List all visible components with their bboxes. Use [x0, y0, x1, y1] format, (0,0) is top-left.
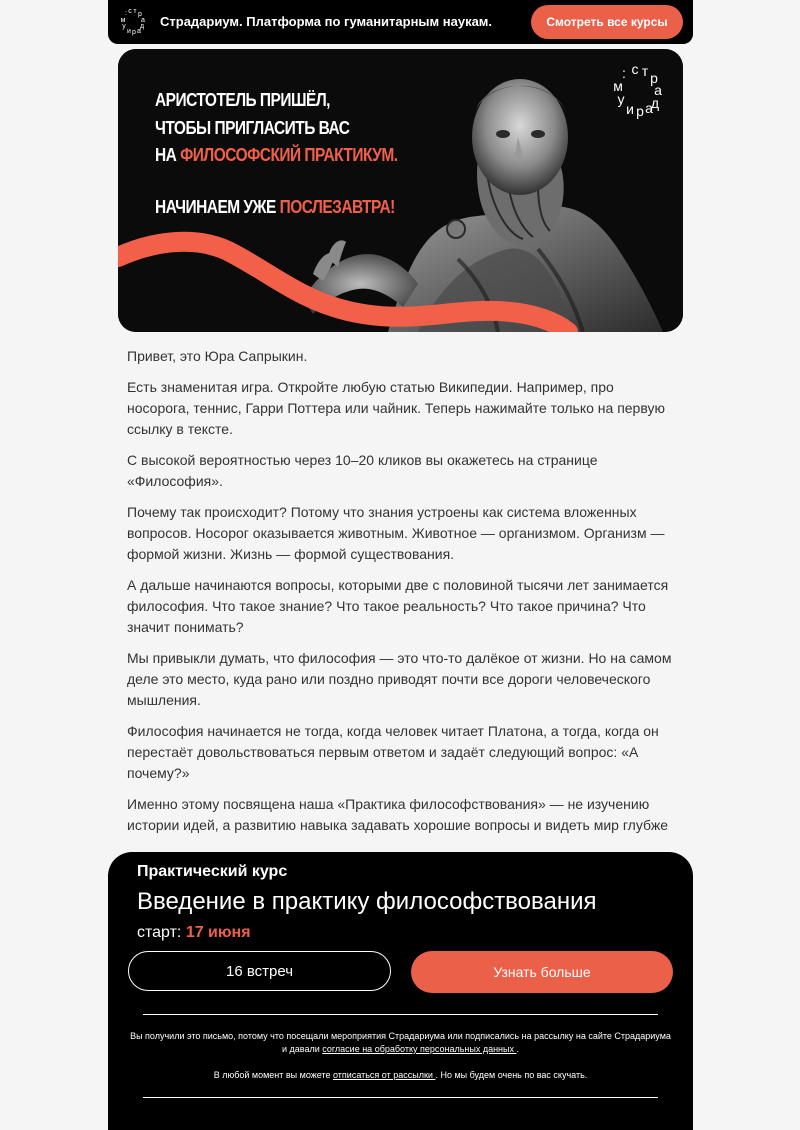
svg-text:а: а	[645, 100, 653, 116]
svg-text:м: м	[120, 17, 126, 24]
letter-paragraph: Мы привыкли думать, что философия — это что-то далёкое от жизни. Но на самом деле это место, куда рано или поздно приводят почти все дороги человеческого мышления.	[127, 650, 672, 708]
footer-divider-top	[143, 1014, 658, 1015]
letter-paragraph: С высокой вероятностью через 10–20 кликов вы окажетесь на странице «Философия».	[127, 452, 598, 489]
course-start-label: старт:	[137, 924, 186, 941]
svg-text:с: с	[631, 61, 639, 77]
subscription-notice-end: .	[516, 1044, 520, 1054]
hero-banner[interactable]	[118, 49, 683, 332]
svg-text:и: и	[127, 28, 131, 35]
letter-paragraph: Именно этому посвящена наша «Практика философствования» — не изучению истории идей, а развитию навыка задавать хорошие вопросы и видеть мир глубже	[127, 796, 668, 833]
banner-line-3-prefix: НА	[155, 145, 181, 165]
subscription-notice	[128, 1030, 673, 1056]
letter-paragraph: Почему так происходит? Потому что знания устроены как система вложенных вопросов. Носорог оказывается животным. Животное — организмом. Организм — формой жизни. Жизнь — формой существования.	[127, 504, 665, 562]
email-header	[108, 0, 693, 44]
banner-line-2: ЧТОБЫ ПРИГЛАСИТЬ ВАС	[155, 117, 350, 138]
footer-divider-bottom	[143, 1097, 658, 1098]
stradarium-logo-icon[interactable]	[119, 6, 149, 36]
svg-text:т: т	[133, 8, 137, 15]
banner-line-1: АРИСТОТЕЛЬ ПРИШЁЛ,	[155, 90, 330, 110]
svg-text:р: р	[650, 70, 658, 86]
unsubscribe-notice-end: . Но мы будем очень по вас скучать.	[435, 1070, 588, 1080]
header-title: Страдариум. Платформа по гуманитарным наукам.	[160, 14, 493, 29]
banner-practicum-highlight: ФИЛОСОФСКИЙ ПРАКТИКУМ.	[180, 145, 398, 165]
course-start-date: 17 июня	[185, 924, 251, 941]
letter-body	[127, 346, 677, 846]
svg-text:р: р	[132, 29, 136, 36]
banner-line-4-prefix: НАЧИНАЕМ УЖЕ	[155, 196, 280, 217]
svg-text:и: и	[626, 101, 634, 117]
learn-more-button[interactable]: Узнать больше	[411, 951, 673, 993]
svg-text:у: у	[122, 23, 126, 30]
svg-text:у: у	[617, 91, 625, 107]
banner-line-4	[155, 194, 398, 222]
svg-text:с: с	[128, 8, 132, 15]
letter-paragraph: Привет, это Юра Сапрыкин.	[127, 348, 308, 364]
svg-text:а: а	[141, 17, 145, 24]
meetings-count-badge: 16 встреч	[128, 951, 391, 991]
svg-text:д: д	[650, 95, 660, 111]
banner-line-3	[155, 142, 398, 170]
svg-text:а: а	[654, 82, 662, 98]
course-card	[108, 852, 693, 1130]
banner-day-after-tomorrow-highlight: ПОСЛЕЗАВТРА!	[279, 196, 395, 217]
letter-paragraph: А дальше начинаются вопросы, которыми две с половиной тысячи лет занимается философия. Что такое знание? Что такое реальность? Что такое причина? Что значит понимать?	[127, 577, 669, 635]
svg-text:а: а	[137, 28, 141, 35]
svg-text::: :	[125, 10, 127, 17]
svg-text:д: д	[139, 23, 145, 30]
unsubscribe-link[interactable]: отписаться от рассылки	[332, 1070, 436, 1080]
personal-data-consent-link[interactable]: согласие на обработку персональных данных	[322, 1044, 517, 1054]
unsubscribe-notice-text: В любой момент вы можете	[213, 1070, 333, 1080]
svg-text::: :	[622, 65, 626, 81]
svg-text:р: р	[636, 103, 644, 119]
unsubscribe-notice	[128, 1069, 673, 1082]
letter-paragraph: Философия начинается не тогда, когда человек читает Платона, а тогда, когда он перестаёт довольствоваться первым ответом и задаёт следующий вопрос: «А почему?»	[127, 723, 659, 781]
banner-headline	[155, 87, 398, 221]
svg-text:м: м	[613, 78, 623, 94]
course-start	[137, 924, 251, 942]
view-all-courses-button[interactable]: Смотреть все курсы	[531, 5, 683, 39]
course-title: Введение в практику философствования	[137, 888, 597, 915]
letter-paragraph: Есть знаменитая игра. Откройте любую статью Википедии. Например, про носорога, теннис, Гарри Поттера или чайник. Теперь нажимайте только на первую ссылку в тексте.	[127, 379, 665, 437]
stradarium-logo-icon	[611, 61, 669, 119]
svg-text:р: р	[138, 11, 142, 18]
subscription-notice-text: Вы получили это письмо, потому что посещали мероприятия Страдариума или подписались на рассылку на сайте Страдариума и давали	[130, 1031, 671, 1054]
svg-text:т: т	[641, 63, 649, 79]
course-kicker: Практический курс	[137, 863, 288, 880]
